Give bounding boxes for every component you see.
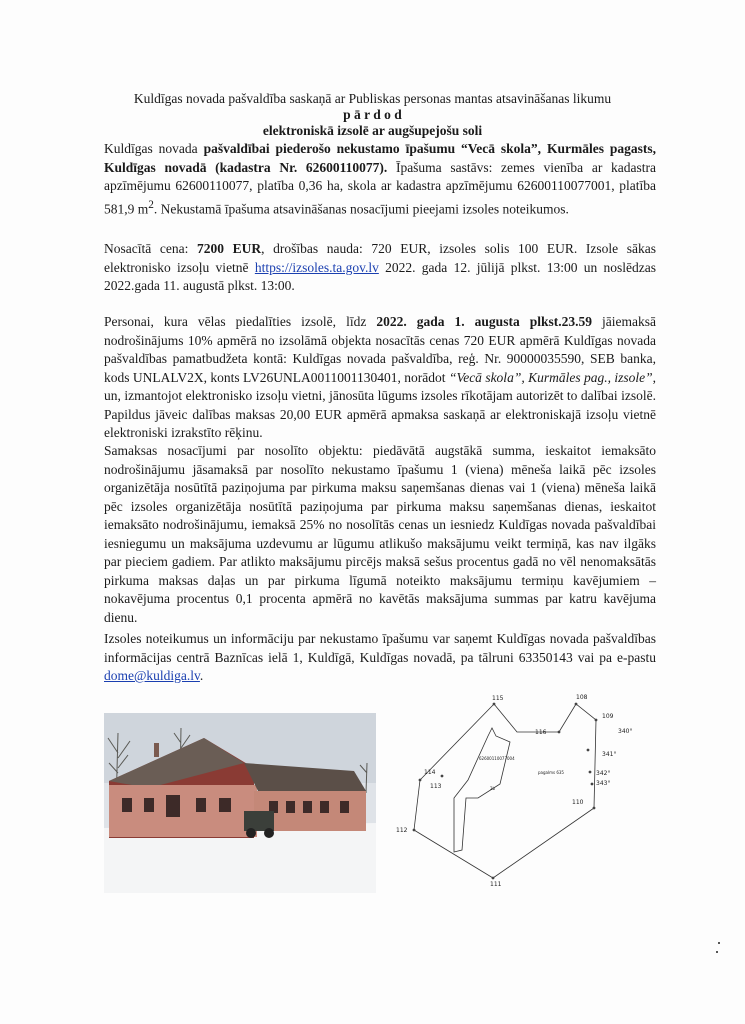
payment-reference: “Vecā skola”, Kurmāles pag., izsole” (448, 369, 653, 385)
plan-label: 111 (490, 881, 502, 888)
header-authority-line: Kuldīgas novada pašvaldība saskaņā ar Publiskas personas mantas atsavināšanas likumu (133, 91, 612, 106)
email-link[interactable]: dome@kuldiga.lv (104, 668, 200, 683)
building-photo (104, 713, 376, 893)
document-header (90, 91, 655, 139)
plan-label: 112 (396, 827, 408, 834)
deposit-paragraph (104, 313, 656, 443)
plan-label: 343° (596, 780, 611, 787)
text: , drošības nauda: 720 EUR, izsoles solis 100 EUR. Izsole sākas elektronisko izsoļu vietnē (104, 241, 656, 275)
text: , un, izmantojot elektronisko izsoļu vietni, jānosūta lūgums izsoles rīkotājam autorizēt to dalībai izsolē. Papildus jāveic dalības maksas 20,00 EUR apmērā apmaksa saskaņā ar elektroniskajā izsoļu vietnē elektroniski izrakstīto rēķinu. (104, 369, 656, 440)
property-description-paragraph (104, 140, 656, 219)
plan-label: 108 (576, 694, 588, 701)
text: jāiemaksā nodrošinājums 10% apmērā no izsolāmā objekta nosacītās cenas 720 EUR apmērā Kuldīgas novada pašvaldības pamatbudžeta kontā: Kuldīgas novada pašvaldība, reģ. Nr. 90000035590, SEB banka, kods UNLALV2X, konts LV26UNLA0011001130401, norādot (104, 314, 656, 385)
plan-label: 340° (618, 728, 633, 735)
superscript: 2 (148, 198, 154, 211)
plan-label: 110 (572, 799, 584, 806)
text: Samaksas nosacījumi par nosolīto objektu: piedāvātā augstākā summa, ieskaitot iemaksāto nodrošinājumu jāsamaksā par nosolīto nekustamo īpašumu 1 (viena) mēneša laikā pēc izsoles organizētāja nosūtītā paziņojuma par pirkuma maksu saņemšanas dienas vai 1 (viena) mēneša laikā pēc izsoles organizētāja nosūtītā paziņojuma par pirkuma maksu saņemšanas dienas, ieskaitot iemaksāto nodrošinājumu, iemaksā 25% no nosolītās cenas un iesniedz Kuldīgas novada pašvaldībai iesniegumu un maksājuma uzdevumu ar lūgumu atlikušo maksājumu veikt termiņā, kas nav ilgāks par pieciem gadiem. Par atlikto maksājumu pircējs maksā sešus procentus gadā no vēl nenomaksātās pirkuma maksas daļas un par pirkuma līgumā noteikto maksājumu termiņu kavējumiem – nokavējuma procentus 0,1 procenta apmērā no kavētās maksājuma summas par katru kavējuma dienu. (104, 443, 656, 625)
plan-inner-label: 2b (490, 786, 496, 791)
site-plan (392, 690, 662, 890)
text: Kuldīgas novada (104, 141, 204, 156)
text: . (199, 668, 204, 683)
plan-label: 113 (430, 783, 442, 790)
scan-speck (718, 942, 720, 944)
starting-price: 7200 EUR (196, 241, 262, 256)
deposit-deadline: 2022. gada 1. augusta plkst.23.59 (376, 314, 592, 329)
header-sells: p ā r d o d (343, 107, 402, 122)
header-auction-type: elektroniskā izsolē ar augšupejošu soli (262, 123, 483, 138)
contact-paragraph (104, 630, 656, 686)
plan-parcel-label: 62600110077004 (479, 756, 515, 761)
plan-label: 116 (535, 729, 547, 736)
text: Izsoles noteikumus un informāciju par nekustamo īpašumu var saņemt Kuldīgas novada pašvaldības informācijas centrā Baznīcas ielā 1, Kuldīgā, Kuldīgas novadā, pa tālruni 63350143 vai pa e-pastu (104, 631, 656, 665)
auction-site-link[interactable]: https://izsoles.ta.gov.lv (254, 259, 379, 275)
plan-label: 341° (602, 751, 617, 758)
text: . Nekustamā īpašuma atsavināšanas nosacījumi pieejami izsoles noteikumos. (153, 201, 569, 216)
scan-speck (716, 951, 718, 953)
plan-label: 114 (424, 769, 436, 776)
plan-area-label: pagalms 635 (538, 770, 564, 775)
payment-terms-paragraph (104, 442, 656, 627)
property-name: pašvaldībai piederošo nekustamo īpašumu “Vecā skola”, Kurmāles pagasts, Kuldīgas novadā (kadastra Nr. 62600110077). (104, 141, 657, 175)
price-paragraph (104, 240, 656, 296)
plan-label: 109 (602, 713, 614, 720)
plan-label: 115 (492, 695, 504, 702)
text: Īpašuma sastāvs: zemes vienība ar kadastra apzīmējumu 62600110077, platība 0,36 ha, skola ar kadastra apzīmējumu 62600110077001, platība 581,9 m (104, 159, 656, 216)
text: 2022. gada 12. jūlijā plkst. 13:00 un noslēdzas 2022.gada 11. augustā plkst. 13:00. (104, 259, 657, 293)
text: Nosacītā cena: (104, 241, 197, 256)
plan-label: 342° (596, 770, 611, 777)
text: Personai, kura vēlas piedalīties izsolē, līdz (104, 314, 377, 329)
